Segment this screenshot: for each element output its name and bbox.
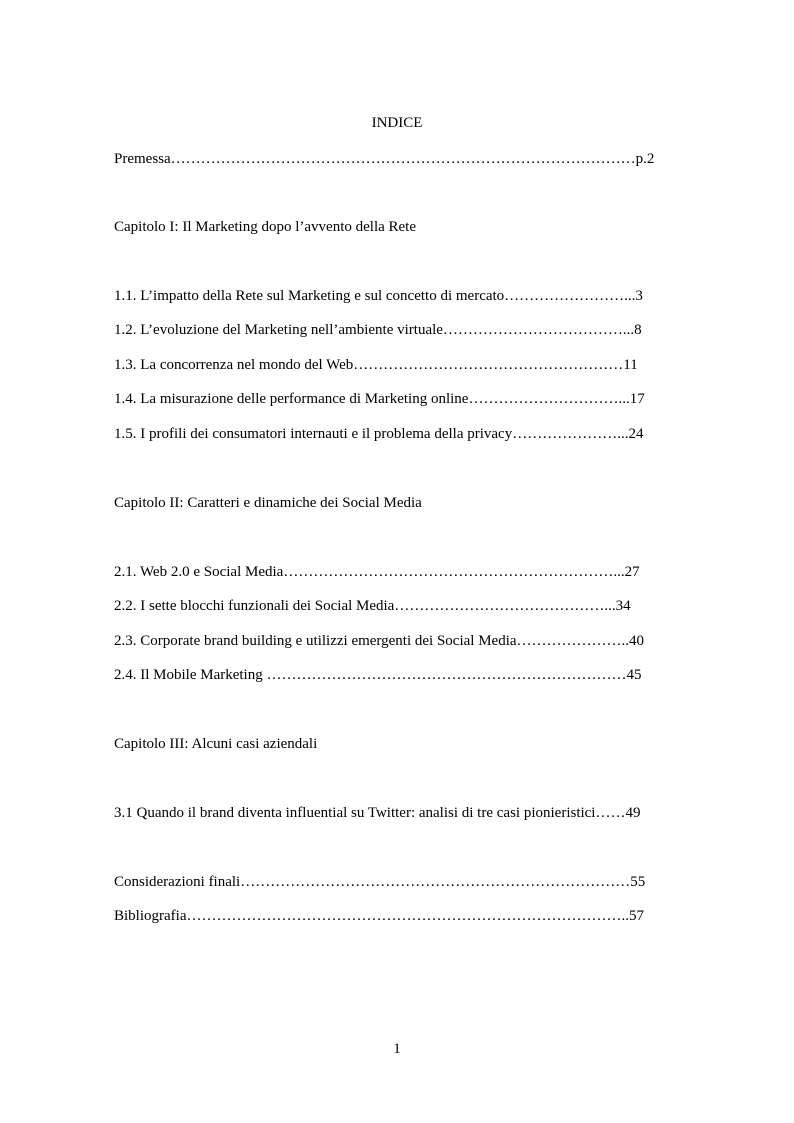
toc-entry-1-4: 1.4. La misurazione delle performance di Marketing online…………………………...17 [114,391,645,407]
toc-entry-2-3: 2.3. Corporate brand building e utilizzi emergenti dei Social Media…………………..40 [114,633,645,649]
toc-chapter-3: Capitolo III: Alcuni casi aziendali [114,736,318,752]
toc-entry-1-5: 1.5. I profili dei consumatori internauti e il problema della privacy…………………...24 [114,426,644,442]
toc-chapter-2: Capitolo II: Caratteri e dinamiche dei Social Media [114,495,422,511]
page-title: INDICE [371,115,423,131]
toc-entry-bibliografia: Bibliografia……………………………………………………………………………..57 [114,908,644,924]
toc-entry-considerazioni-finali: Considerazioni finali……………………………………………………………………55 [114,874,646,890]
toc-entry-2-4: 2.4. Il Mobile Marketing ………………………………………………………………45 [114,667,642,683]
toc-entry-2-2: 2.2. I sette blocchi funzionali dei Social Media……………………………………...34 [114,598,631,614]
toc-entry-premessa: Premessa…………………………………………………………………………………p.2 [114,151,655,167]
toc-entry-2-1: 2.1. Web 2.0 e Social Media…………………………………………………………...27 [114,564,640,580]
page-number: 1 [393,1041,401,1057]
toc-entry-1-2: 1.2. L’evoluzione del Marketing nell’ambiente virtuale………………………………...8 [114,322,642,338]
toc-entry-3-1: 3.1 Quando il brand diventa influential su Twitter: analisi di tre casi pionieristici……49 [114,805,641,821]
toc-entry-1-3: 1.3. La concorrenza nel mondo del Web………………………………………………11 [114,357,638,373]
toc-chapter-1: Capitolo I: Il Marketing dopo l’avvento della Rete [114,219,417,235]
toc-entry-1-1: 1.1. L’impatto della Rete sul Marketing e sul concetto di mercato……………………...3 [114,288,643,304]
